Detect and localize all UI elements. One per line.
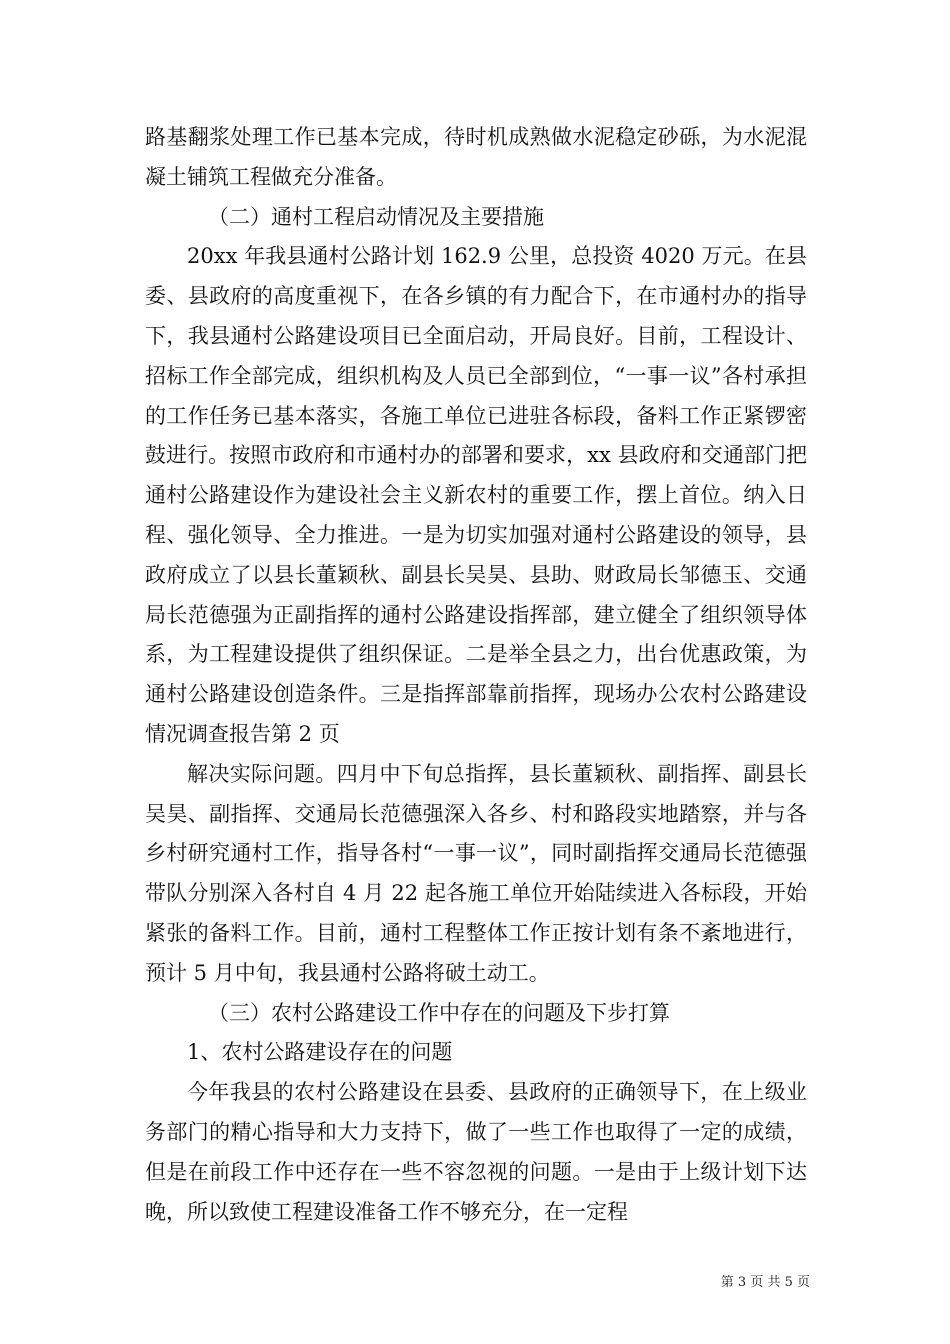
section-heading-3: （三）农村公路建设工作中存在的问题及下步打算	[208, 1000, 670, 1025]
page-number-footer: 第 3 页 共 5 页	[720, 1275, 810, 1290]
paragraph-existing-problems: 今年我县的农村公路建设在县委、县政府的正确领导下，在上级业务部门的精心指导和大力支持下，做了一些工作也取得了一定的成绩，但是在前段工作中还存在一些不容忽视的问题。一是由于上级计划下达晚，所以致使工程建设准备工作不够充分，在一定程	[145, 1080, 807, 1224]
paragraph-solve-problems: 解决实际问题。四月中下旬总指挥，县长董颖秋、副指挥、副县长吴昊、副指挥、交通局长范德强深入各乡、村和路段实地踏察，并与各乡村研究通村工作，指导各村“一事一议”，同时副指挥交通局长范德强带队分别深入各村自 4 月 22 起各施工单位开始陆续进入各标段，开始紧张的备料工作。目前，通村工程整体工作正按计划有条不紊地进行，预计 5 月中旬，我县通村公路将破土动工。	[145, 761, 807, 985]
section-heading-2: （二）通村工程启动情况及主要措施	[208, 204, 544, 229]
paragraph-village-road-plan: 20xx 年我县通村公路计划 162.9 公里，总投资 4020 万元。在县委、县政府的高度重视下，在各乡镇的有力配合下，在市通村办的指导下，我县通村公路建设项目已全面启动，开局良好。目前，工程设计、招标工作全部完成，组织机构及人员已全部到位，“一事一议”各村承担的工作任务已基本落实，各施工单位已进驻各标段，备料工作正紧锣密鼓进行。按照市政府和市通村办的部署和要求，xx 县政府和交通部门把通村公路建设作为建设社会主义新农村的重要工作，摆上首位。纳入日程、强化领导、全力推进。一是为切实加强对通村公路建设的领导，县政府成立了以县长董颖秋、副县长吴昊、县助、财政局长邹德玉、交通局长范德强为正副指挥的通村公路建设指挥部，建立健全了组织领导体系，为工程建设提供了组织保证。二是举全县之力，出台优惠政策，为通村公路建设创造条件。三是指挥部靠前指挥，现场办公农村公路建设情况调查报告第 2 页	[145, 244, 807, 746]
document-body	[145, 118, 807, 1232]
subsection-heading-1: 1、农村公路建设存在的问题	[187, 1040, 453, 1065]
paragraph-continuation: 路基翻浆处理工作已基本完成，待时机成熟做水泥稳定砂砾，为水泥混凝土铺筑工程做充分准备。	[145, 125, 807, 189]
